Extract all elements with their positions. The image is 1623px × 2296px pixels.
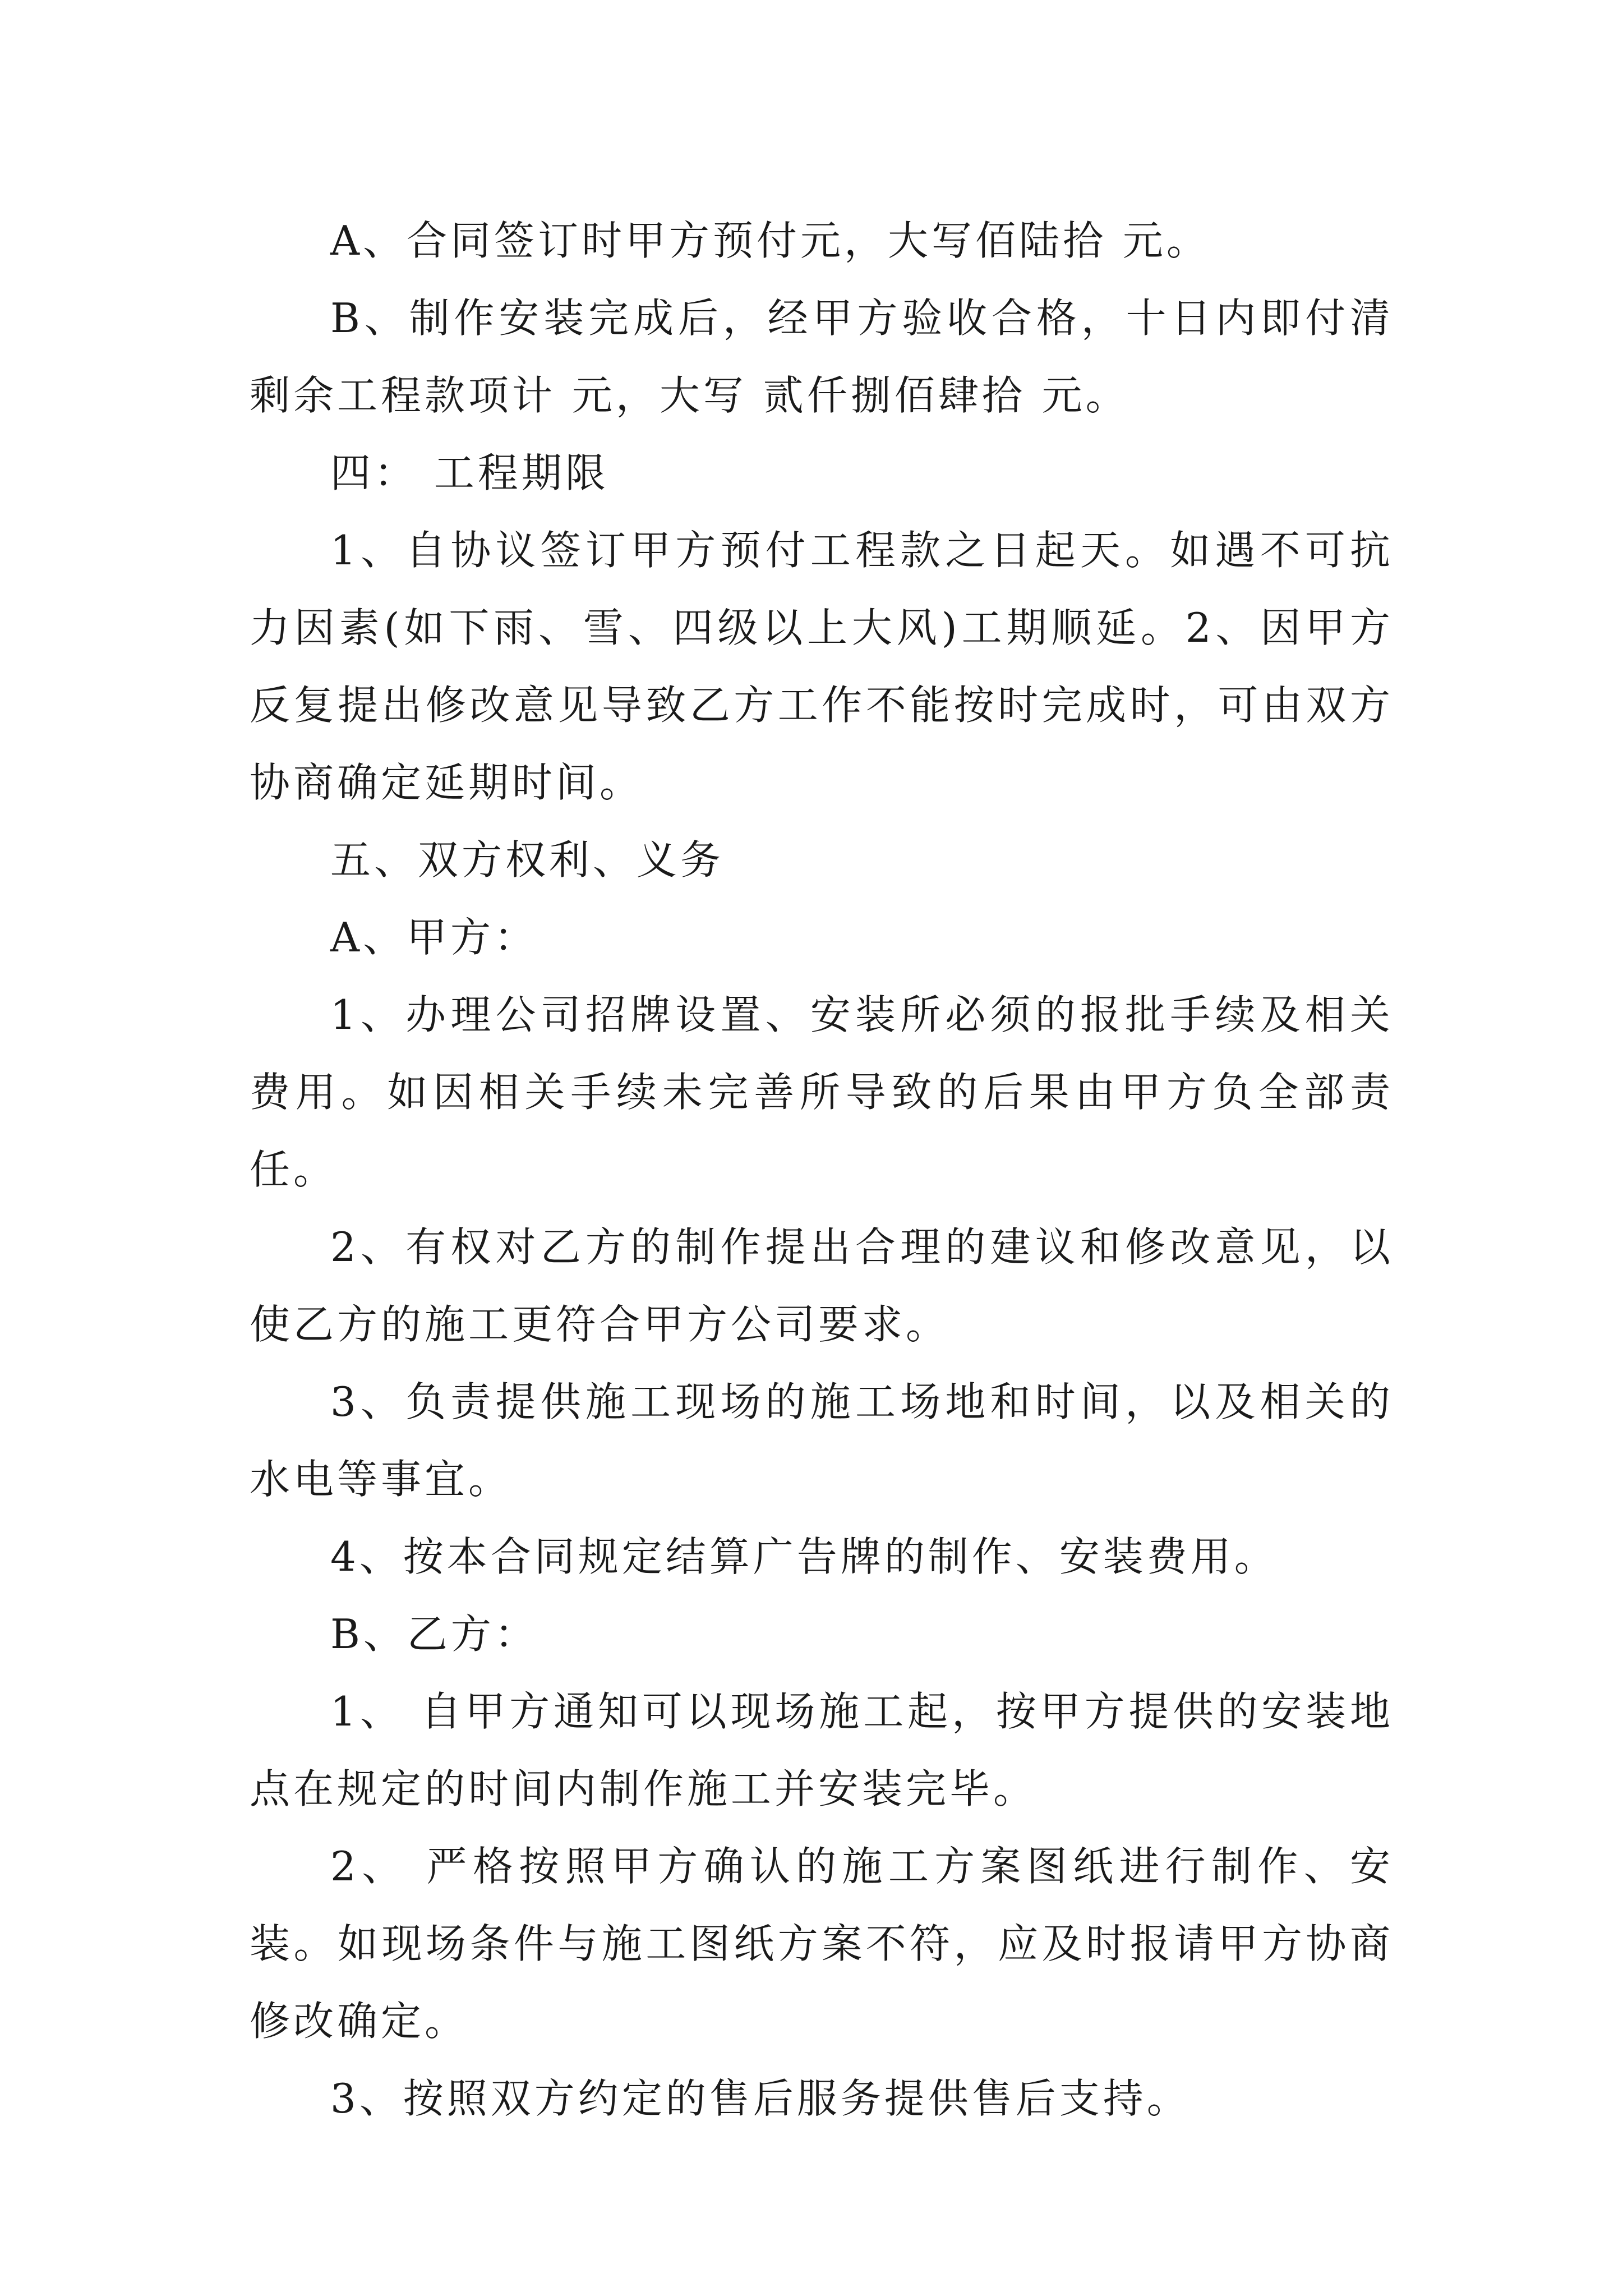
paragraph-party-a-2: 2、有权对乙方的制作提出合理的建议和修改意见，以使乙方的施工更符合甲方公司要求。 — [250, 1223, 1394, 1348]
subheading-party-b: B、乙方： — [330, 1611, 538, 1658]
subheading-party-a: A、甲方： — [330, 914, 538, 961]
paragraph-party-a-4: 4、按本合同规定结算广告牌的制作、安装费用。 — [330, 1533, 1278, 1580]
paragraph-party-a-3: 3、负责提供施工现场的施工场地和时间，以及相关的水电等事宜。 — [250, 1378, 1394, 1503]
paragraph-payment-b: B、制作安装完成后，经甲方验收合格，十日内即付清剩余工程款项计 元，大写 贰仟捌佰肆拾 元。 — [250, 295, 1394, 419]
section-heading-schedule: 四： 工程期限 — [330, 449, 609, 496]
paragraph-party-b-2: 2、 严格按照甲方确认的施工方案图纸进行制作、安装。如现场条件与施工图纸方案不符，应及时报请甲方协商修改确定。 — [250, 1843, 1394, 2045]
section-heading-rights: 五、双方权利、义务 — [330, 836, 725, 884]
paragraph-payment-a: A、合同签订时甲方预付元，大写佰陆拾 元。 — [330, 217, 1210, 264]
contract-body — [250, 202, 1394, 2137]
paragraph-party-b-1: 1、 自甲方通知可以现场施工起，按甲方提供的安装地点在规定的时间内制作施工并安装完毕。 — [250, 1688, 1394, 1812]
paragraph-schedule: 1、自协议签订甲方预付工程款之日起天。如遇不可抗力因素(如下雨、雪、四级以上大风)工期顺延。2、因甲方反复提出修改意见导致乙方工作不能按时完成时，可由双方协商确定延期时间。 — [250, 527, 1394, 806]
paragraph-party-a-1: 1、办理公司招牌设置、安装所必须的报批手续及相关费用。如因相关手续未完善所导致的后果由甲方负全部责任。 — [250, 991, 1394, 1193]
paragraph-party-b-3: 3、按照双方约定的售后服务提供售后支持。 — [330, 2075, 1191, 2122]
